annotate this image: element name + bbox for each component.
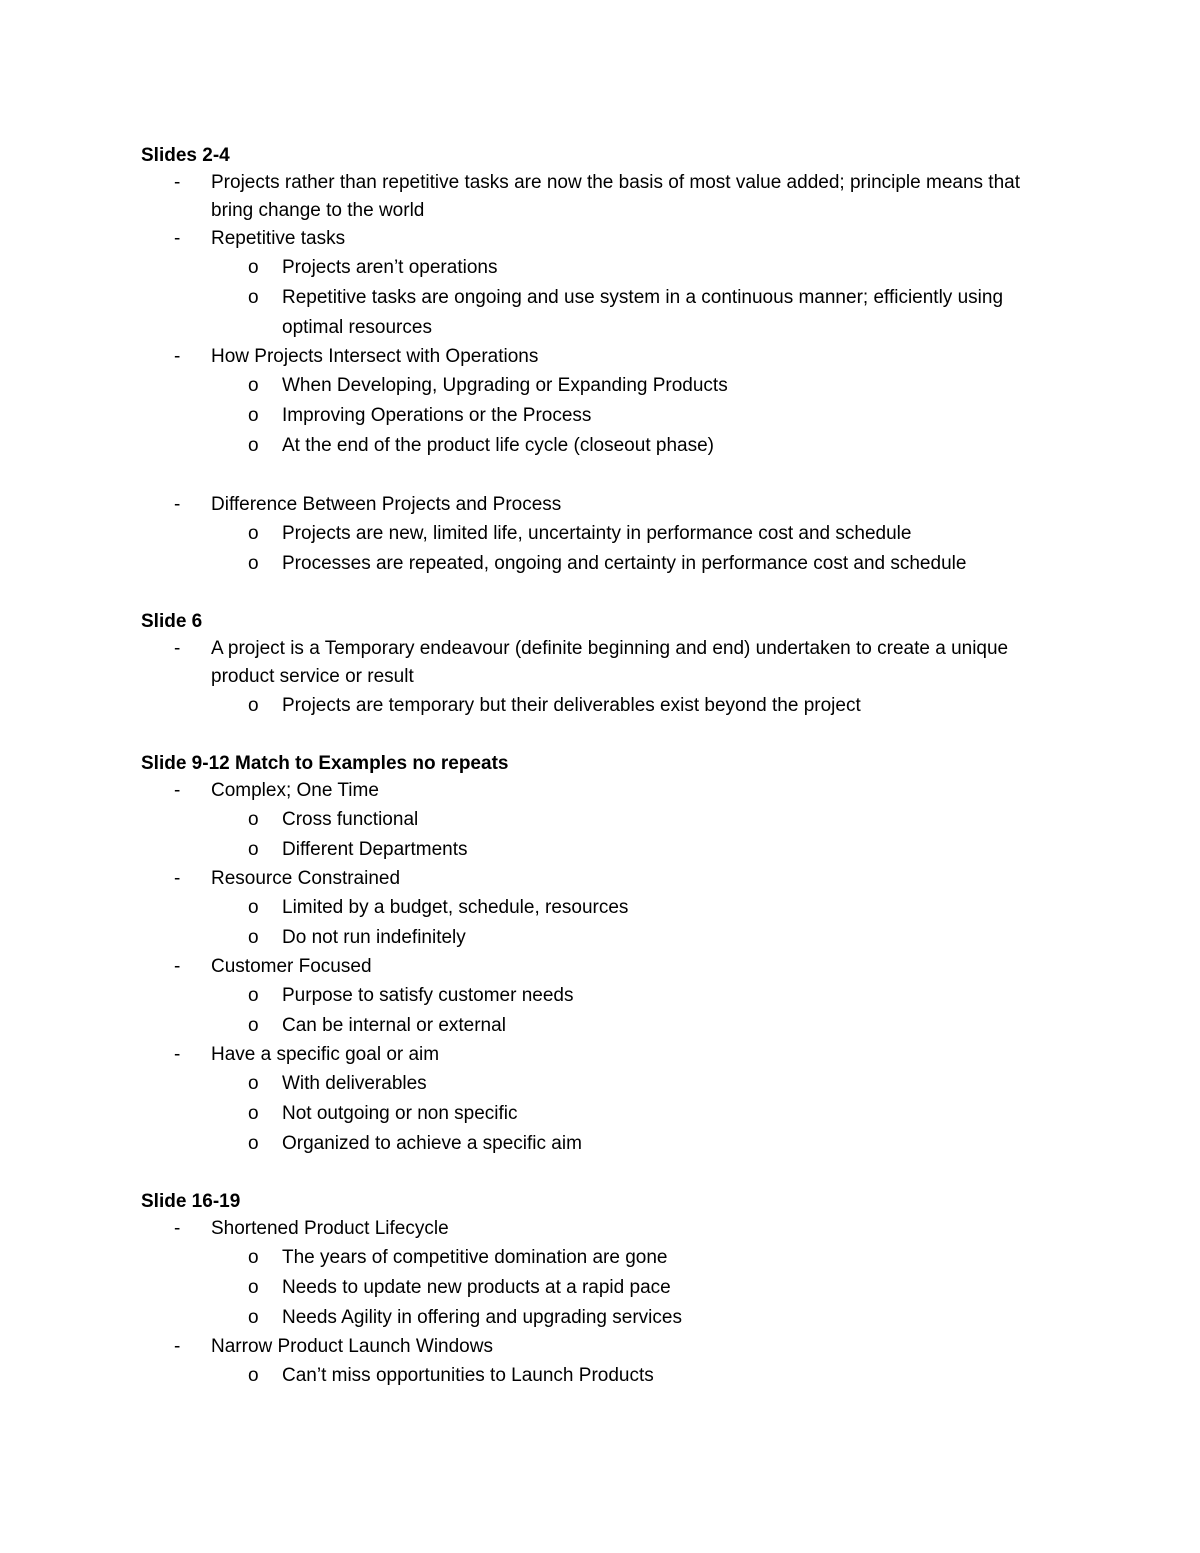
sub-bullet-item <box>141 371 1061 401</box>
circle-bullet-icon: o <box>248 435 259 456</box>
sub-bullet-item <box>141 1243 1061 1273</box>
section-heading: Slide 9-12 Match to Examples no repeats <box>141 753 509 774</box>
blank-line <box>141 579 1061 609</box>
sub-bullet-text: Projects aren’t operations <box>282 257 498 278</box>
sub-bullet-text: Do not run indefinitely <box>282 927 466 948</box>
dash-bullet-icon: - <box>174 1044 181 1065</box>
sub-bullet-item <box>141 431 1061 461</box>
section-heading: Slide 16-19 <box>141 1191 241 1212</box>
dash-bullet-icon: - <box>174 228 181 249</box>
bullet-text: Difference Between Projects and Process <box>211 494 562 515</box>
sub-bullet-text: Not outgoing or non specific <box>282 1103 518 1124</box>
sub-bullet-item <box>141 805 1061 835</box>
bullet-text: Have a specific goal or aim <box>211 1044 440 1065</box>
dash-bullet-icon: - <box>174 956 181 977</box>
section-heading: Slide 6 <box>141 611 203 632</box>
sub-bullet-text: Can be internal or external <box>282 1015 506 1036</box>
dash-bullet-icon: - <box>174 494 181 515</box>
circle-bullet-icon: o <box>248 1103 259 1124</box>
circle-bullet-icon: o <box>248 1247 259 1268</box>
sub-bullet-item <box>141 1099 1061 1129</box>
circle-bullet-icon: o <box>248 523 259 544</box>
sub-bullet-text: Processes are repeated, ongoing and certainty in performance cost and schedule <box>282 553 967 574</box>
sub-bullet-item <box>141 1303 1061 1333</box>
bullet-text: Resource Constrained <box>211 868 401 889</box>
sub-bullet-text: With deliverables <box>282 1073 427 1094</box>
sub-bullet-text: Improving Operations or the Process <box>282 405 592 426</box>
sub-bullet-text: At the end of the product life cycle (closeout phase) <box>282 435 714 456</box>
dash-bullet-icon: - <box>174 1336 181 1357</box>
section-slides-2-4 <box>141 143 1061 579</box>
sub-bullet-text: Projects are temporary but their deliverables exist beyond the project <box>282 695 861 716</box>
blank-line <box>141 461 1061 491</box>
sub-bullet-text: Can’t miss opportunities to Launch Products <box>282 1365 654 1386</box>
circle-bullet-icon: o <box>248 839 259 860</box>
sub-bullet-item <box>141 835 1061 865</box>
circle-bullet-icon: o <box>248 1307 259 1328</box>
bullet-item <box>141 635 1061 691</box>
bullet-text: A project is a Temporary endeavour (definite beginning and end) undertaken to create a unique product service or result <box>211 638 1009 687</box>
dash-bullet-icon: - <box>174 346 181 367</box>
section-heading: Slides 2-4 <box>141 145 230 166</box>
blank-line <box>141 1159 1061 1189</box>
circle-bullet-icon: o <box>248 897 259 918</box>
sub-bullet-item <box>141 1069 1061 1099</box>
sub-bullet-item <box>141 1129 1061 1159</box>
sub-bullet-item <box>141 1273 1061 1303</box>
dash-bullet-icon: - <box>174 868 181 889</box>
bullet-text: Narrow Product Launch Windows <box>211 1336 493 1357</box>
circle-bullet-icon: o <box>248 1277 259 1298</box>
dash-bullet-icon: - <box>174 638 181 659</box>
bullet-text: Complex; One Time <box>211 780 379 801</box>
sub-bullet-text: The years of competitive domination are gone <box>282 1247 668 1268</box>
circle-bullet-icon: o <box>248 695 259 716</box>
dash-bullet-icon: - <box>174 172 181 193</box>
sub-bullet-text: Organized to achieve a specific aim <box>282 1133 582 1154</box>
sub-bullet-text: When Developing, Upgrading or Expanding Products <box>282 375 728 396</box>
section-slide-6 <box>141 609 1061 721</box>
circle-bullet-icon: o <box>248 927 259 948</box>
circle-bullet-icon: o <box>248 1365 259 1386</box>
bullet-item <box>141 225 1061 253</box>
circle-bullet-icon: o <box>248 1133 259 1154</box>
circle-bullet-icon: o <box>248 553 259 574</box>
sub-bullet-item <box>141 253 1061 283</box>
circle-bullet-icon: o <box>248 405 259 426</box>
bullet-item <box>141 1041 1061 1069</box>
sub-bullet-text: Needs to update new products at a rapid pace <box>282 1277 671 1298</box>
document-page <box>141 143 1061 1391</box>
bullet-item <box>141 777 1061 805</box>
sub-bullet-text: Purpose to satisfy customer needs <box>282 985 574 1006</box>
bullet-text: Projects rather than repetitive tasks are now the basis of most value added; principle means that bring change to the world <box>211 172 1020 221</box>
bullet-item <box>141 343 1061 371</box>
sub-bullet-item <box>141 923 1061 953</box>
bullet-item <box>141 865 1061 893</box>
bullet-item <box>141 1333 1061 1361</box>
sub-bullet-text: Different Departments <box>282 839 468 860</box>
sub-bullet-item <box>141 283 1061 343</box>
circle-bullet-icon: o <box>248 375 259 396</box>
sub-bullet-text: Needs Agility in offering and upgrading services <box>282 1307 682 1328</box>
circle-bullet-icon: o <box>248 287 259 308</box>
dash-bullet-icon: - <box>174 780 181 801</box>
sub-bullet-item <box>141 549 1061 579</box>
blank-line <box>141 721 1061 751</box>
sub-bullet-item <box>141 1011 1061 1041</box>
sub-bullet-item <box>141 691 1061 721</box>
sub-bullet-text: Limited by a budget, schedule, resources <box>282 897 629 918</box>
sub-bullet-item <box>141 401 1061 431</box>
sub-bullet-text: Cross functional <box>282 809 419 830</box>
dash-bullet-icon: - <box>174 1218 181 1239</box>
bullet-text: Repetitive tasks <box>211 228 346 249</box>
bullet-text: How Projects Intersect with Operations <box>211 346 539 367</box>
sub-bullet-item <box>141 981 1061 1011</box>
bullet-item <box>141 1215 1061 1243</box>
circle-bullet-icon: o <box>248 809 259 830</box>
section-slide-16-19 <box>141 1189 1061 1391</box>
bullet-item <box>141 491 1061 519</box>
circle-bullet-icon: o <box>248 257 259 278</box>
bullet-text: Shortened Product Lifecycle <box>211 1218 449 1239</box>
bullet-item <box>141 169 1061 225</box>
bullet-item <box>141 953 1061 981</box>
circle-bullet-icon: o <box>248 985 259 1006</box>
circle-bullet-icon: o <box>248 1015 259 1036</box>
sub-bullet-text: Projects are new, limited life, uncertainty in performance cost and schedule <box>282 523 912 544</box>
section-slide-9-12 <box>141 751 1061 1159</box>
sub-bullet-text: Repetitive tasks are ongoing and use system in a continuous manner; efficiently using optimal resources <box>282 287 1004 338</box>
sub-bullet-item <box>141 519 1061 549</box>
circle-bullet-icon: o <box>248 1073 259 1094</box>
bullet-text: Customer Focused <box>211 956 372 977</box>
sub-bullet-item <box>141 893 1061 923</box>
sub-bullet-item <box>141 1361 1061 1391</box>
